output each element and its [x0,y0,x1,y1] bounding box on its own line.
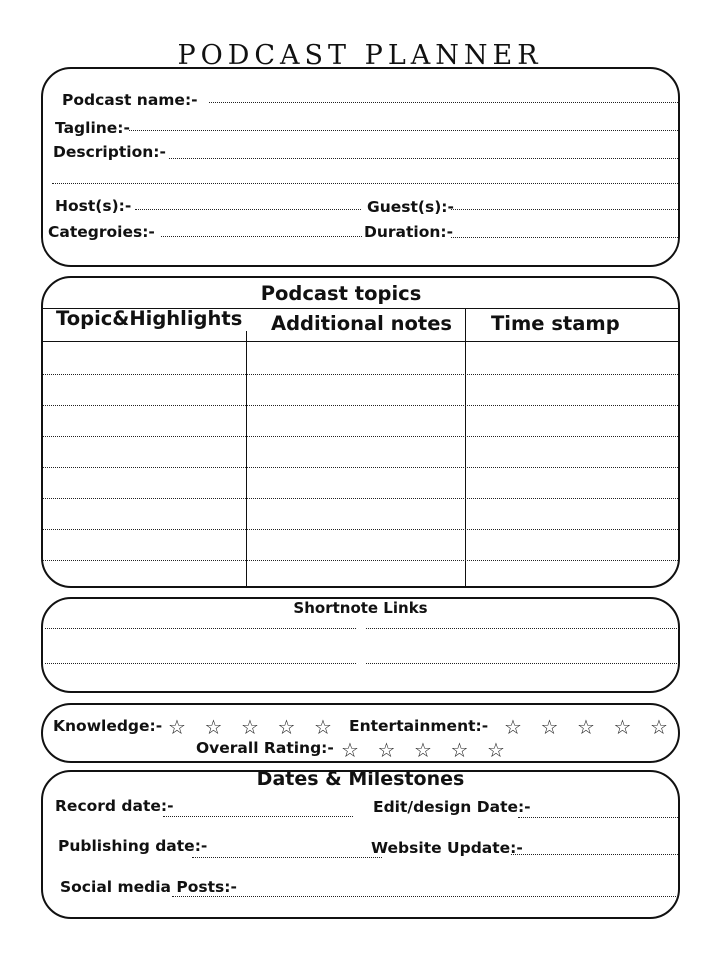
tagline-field[interactable] [129,130,678,131]
guests-field[interactable] [451,209,678,210]
knowledge-star-icon[interactable]: ☆ [204,715,223,739]
podcast-name-label: Podcast name:- [62,91,198,109]
overall-star-icon[interactable]: ☆ [414,738,432,762]
podcast-topics-section [41,276,680,588]
website-update-field[interactable] [511,854,678,855]
entertainment-star-icon[interactable]: ☆ [504,715,522,739]
description-field[interactable] [169,158,678,159]
table-row[interactable] [43,436,678,437]
link-field[interactable] [45,663,356,664]
table-row[interactable] [43,467,678,468]
link-field[interactable] [366,628,679,629]
overall-star-icon[interactable]: ☆ [377,738,396,762]
podcast-name-field[interactable] [209,102,680,103]
entertainment-star-icon[interactable]: ☆ [650,715,668,739]
entertainment-star-icon[interactable]: ☆ [577,715,595,739]
column-header-notes: Additional notes [271,312,453,335]
guests-label: Guest(s):- [367,198,454,216]
record-date-field[interactable] [163,816,353,817]
shortnote-links-section [41,597,680,693]
tagline-label: Tagline:- [55,119,130,137]
column-divider [246,331,247,588]
column-divider [465,308,466,588]
edit-date-field[interactable] [518,817,678,818]
table-header-divider [43,341,678,342]
publishing-date-label: Publishing date:- [58,837,208,855]
hosts-label: Host(s):- [55,197,132,215]
table-row[interactable] [43,405,678,406]
knowledge-star-icon[interactable]: ☆ [314,715,332,739]
entertainment-star-icon[interactable]: ☆ [540,715,559,739]
table-row[interactable] [43,498,678,499]
description-label: Description:- [53,143,166,161]
categories-field[interactable] [161,236,362,237]
duration-label: Duration:- [364,223,454,241]
podcast-info-section [41,67,680,267]
social-media-field[interactable] [172,896,678,897]
dates-heading: Dates & Milestones [256,768,465,790]
dates-milestones-section [41,770,680,919]
record-date-label: Record date:- [55,797,174,815]
link-field[interactable] [45,628,356,629]
overall-rating-label: Overall Rating:- [196,739,334,757]
table-row[interactable] [43,560,678,561]
knowledge-star-icon[interactable]: ☆ [277,715,296,739]
knowledge-star-icon[interactable]: ☆ [168,715,186,739]
link-field[interactable] [366,663,679,664]
overall-star-icon[interactable]: ☆ [341,738,359,762]
website-update-label: Website Update:- [371,839,523,857]
hosts-field[interactable] [135,209,361,210]
categories-label: Categroies:- [48,223,155,241]
page-title: PODCAST PLANNER [177,40,543,71]
entertainment-star-icon[interactable]: ☆ [613,715,632,739]
overall-star-icon[interactable]: ☆ [487,738,505,762]
table-row[interactable] [43,529,678,530]
table-row[interactable] [43,374,678,375]
shortnote-links-heading: Shortnote Links [293,599,428,617]
column-header-topic: Topic&Highlights [56,307,243,330]
ratings-section [41,703,680,763]
column-header-timestamp: Time stamp [491,312,620,335]
overall-star-icon[interactable]: ☆ [450,738,469,762]
knowledge-label: Knowledge:- [53,717,163,735]
description-field-line-2[interactable] [52,183,678,184]
social-media-label: Social media Posts:- [60,878,237,896]
topics-heading: Podcast topics [260,282,422,305]
edit-date-label: Edit/design Date:- [373,798,531,816]
entertainment-label: Entertainment:- [349,717,489,735]
publishing-date-field[interactable] [192,857,382,858]
knowledge-star-icon[interactable]: ☆ [241,715,259,739]
duration-field[interactable] [451,237,678,238]
